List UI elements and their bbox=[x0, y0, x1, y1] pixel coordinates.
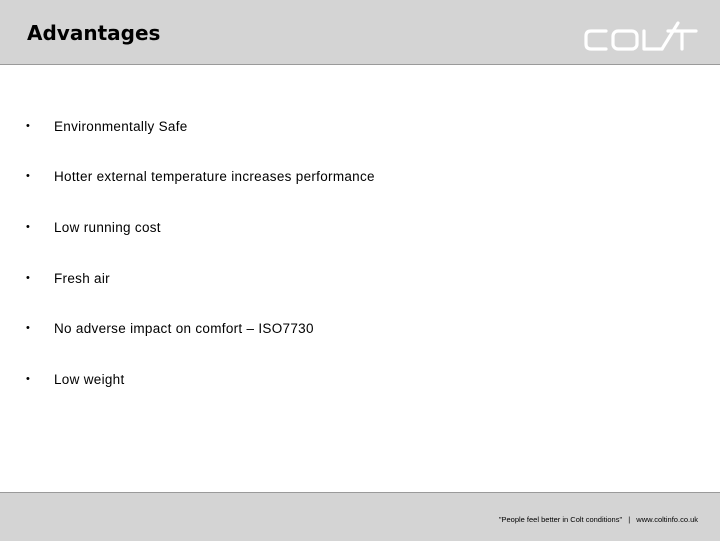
slide-title: Advantages bbox=[27, 21, 161, 45]
bullet-text: Hotter external temperature increases performance bbox=[54, 169, 375, 184]
bullet-marker: • bbox=[26, 221, 30, 233]
bullet-text: Fresh air bbox=[54, 271, 110, 286]
bullet-marker: • bbox=[26, 272, 30, 284]
bullet-marker: • bbox=[26, 170, 30, 182]
bullet-text: No adverse impact on comfort – ISO7730 bbox=[54, 321, 314, 336]
bullet-text: Environmentally Safe bbox=[54, 119, 188, 134]
footer-url[interactable]: www.coltinfo.co.uk bbox=[636, 515, 698, 524]
bullet-text: Low running cost bbox=[54, 220, 161, 235]
footer-tagline bbox=[499, 515, 698, 524]
footer-bar bbox=[0, 492, 720, 541]
bullet-text: Low weight bbox=[54, 372, 125, 387]
bullet-marker: • bbox=[26, 120, 30, 132]
bullet-marker: • bbox=[26, 373, 30, 385]
footer-slogan: "People feel better in Colt conditions" bbox=[498, 515, 623, 524]
bullet-marker: • bbox=[26, 322, 30, 334]
footer-separator: | bbox=[628, 515, 631, 524]
